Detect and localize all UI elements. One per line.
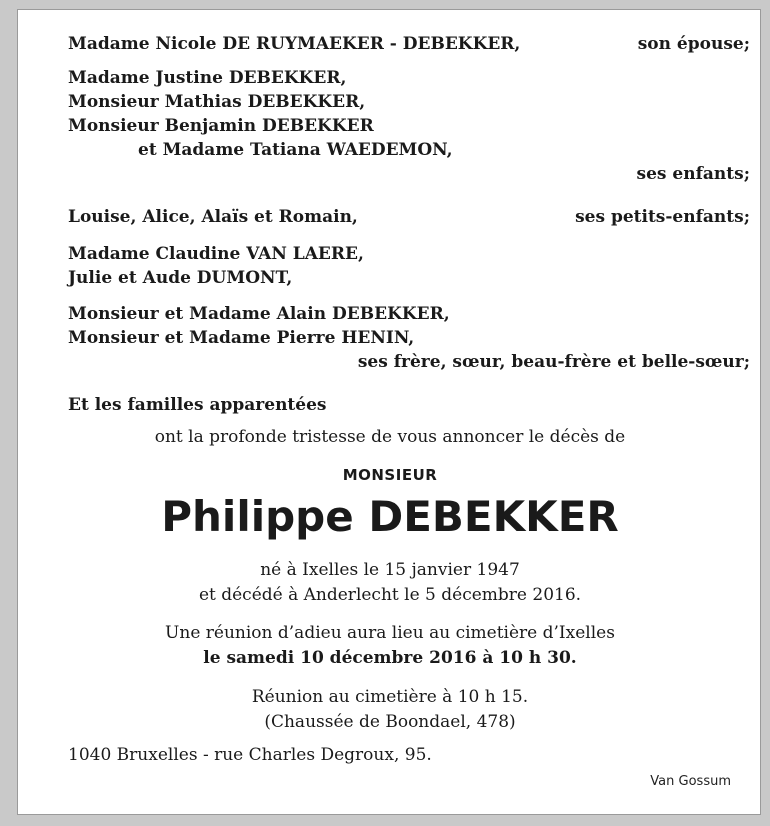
relative-line: Madame Claudine VAN LAERE, (68, 244, 364, 264)
child-line: Madame Justine DEBEKKER, (68, 68, 347, 88)
siblings-role: ses frère, sœur, beau-frère et belle-sœur; (357, 352, 750, 372)
title-prefix: MONSIEUR (342, 466, 438, 484)
meeting-line: Réunion au cimetière à 10 h 15. (251, 687, 529, 707)
grandchildren-section (68, 205, 750, 229)
sibling-line: Monsieur et Madame Pierre HENIN, (68, 328, 415, 348)
death-line: et décédé à Anderlecht le 5 décembre 2016. (198, 585, 582, 605)
children-section (68, 66, 750, 186)
child-line: Monsieur Mathias DEBEKKER, (68, 92, 366, 112)
families-section (68, 393, 750, 417)
spouse-role: son épouse; (637, 34, 750, 54)
child-spouse-line: et Madame Tatiana WAEDEMON, (138, 140, 453, 160)
birth-line: né à Ixelles le 15 janvier 1947 (260, 560, 520, 580)
ceremony-line: Une réunion d’adieu aura lieu au cimetière d’Ixelles (165, 623, 615, 643)
announcement-intro: ont la profonde tristesse de vous annoncer le décès de (154, 427, 626, 447)
child-line: Monsieur Benjamin DEBEKKER (68, 116, 374, 136)
grandchildren-role: ses petits-enfants; (575, 207, 750, 227)
children-role: ses enfants; (636, 164, 750, 184)
deceased-name: Philippe DEBEKKER (161, 492, 619, 541)
grandchildren-names: Louise, Alice, Alaïs et Romain, (68, 207, 358, 227)
obituary-notice (17, 9, 761, 815)
ceremony-date: le samedi 10 décembre 2016 à 10 h 30. (203, 648, 577, 668)
relatives-section (68, 242, 750, 290)
meeting-address: (Chaussée de Boondael, 478) (264, 712, 516, 732)
funeral-home: Van Gossum (650, 774, 731, 789)
relative-line: Julie et Aude DUMONT, (68, 268, 293, 288)
spouse-name: Madame Nicole DE RUYMAEKER - DEBEKKER, (68, 34, 521, 54)
sibling-line: Monsieur et Madame Alain DEBEKKER, (68, 304, 450, 324)
spouse-section (68, 32, 750, 56)
contact-address: 1040 Bruxelles - rue Charles Degroux, 95. (68, 745, 432, 765)
families-line: Et les familles apparentées (68, 395, 327, 415)
siblings-section (68, 302, 750, 374)
